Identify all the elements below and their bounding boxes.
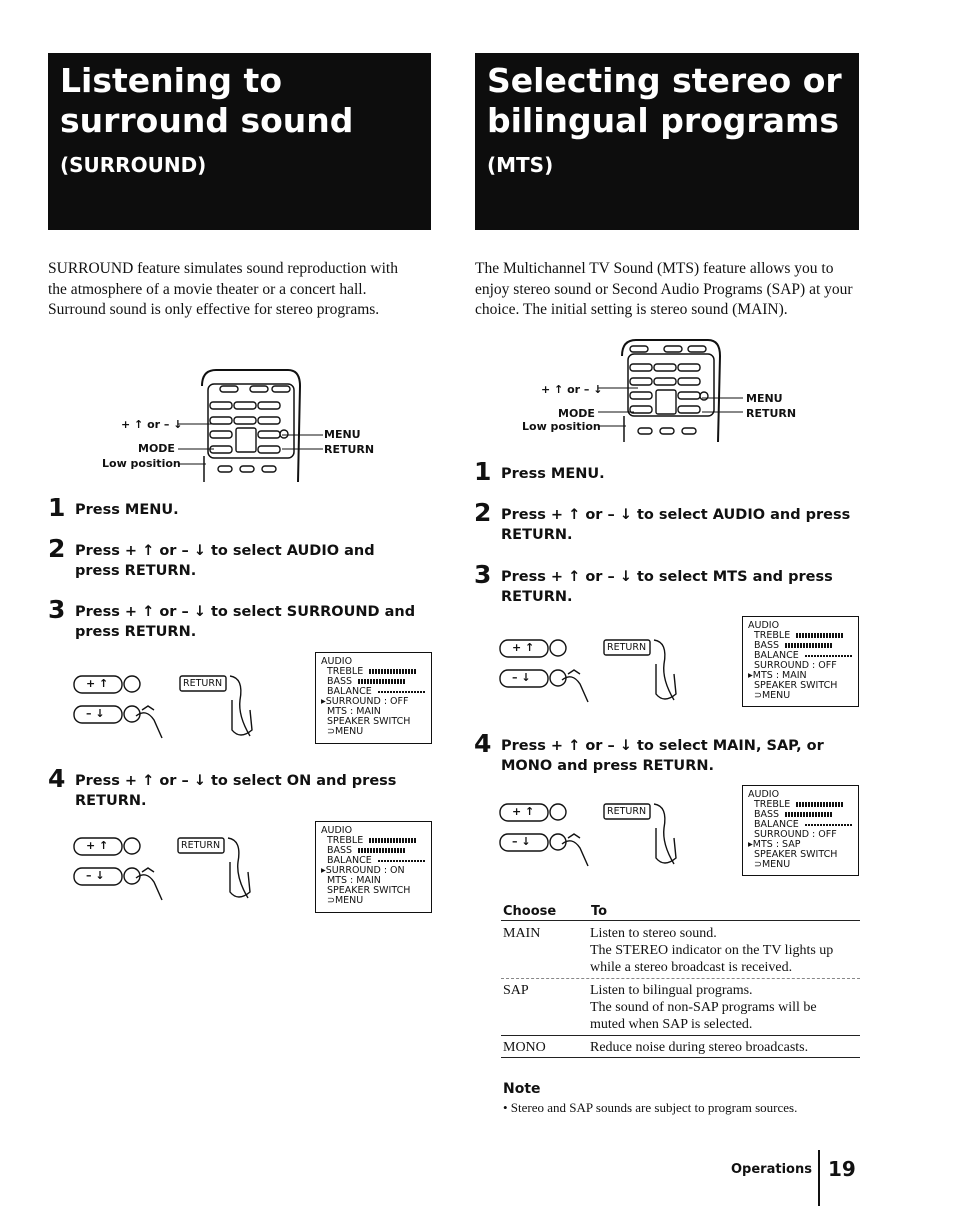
osd-line: MTS : MAIN: [327, 706, 381, 717]
step-number: 4: [474, 729, 492, 758]
return-button-label: RETURN: [183, 678, 223, 689]
table-cell-to: Listen to bilingual programs.: [590, 983, 753, 998]
osd-line: ⊃MENU: [327, 726, 364, 737]
osd-line: TREBLE: [321, 836, 426, 846]
level-bar: [358, 848, 406, 853]
right-osd-mts-main: [742, 616, 859, 707]
table-cell-to: Listen to stereo sound.: [590, 926, 717, 941]
left-intro: SURROUND feature simulates sound reproduction with the atmosphere of a movie theater or a concert hall. Surround sound is only effective for stereo programs.: [48, 260, 398, 318]
note-title: Note: [503, 1081, 541, 1097]
table-rule: [501, 978, 860, 979]
right-title-banner: [475, 53, 859, 230]
osd-line: SPEAKER SWITCH: [327, 716, 411, 727]
table-header-choose: Choose: [503, 904, 557, 919]
left-title-line1: Listening to: [60, 61, 282, 100]
left-title-banner: [48, 53, 431, 230]
osd-line: SPEAKER SWITCH: [754, 680, 838, 691]
level-bar: [369, 669, 417, 674]
minus-button-label: – ↓: [512, 671, 531, 684]
minus-button-label: – ↓: [86, 707, 105, 720]
footer-divider: [818, 1150, 820, 1206]
step-text: Press + ↑ or – ↓ to select AUDIO and press RETURN.: [501, 507, 851, 543]
osd-line: ⊃MENU: [754, 859, 791, 870]
left-subtitle: (SURROUND): [60, 153, 207, 177]
footer-section-label: Operations: [731, 1162, 812, 1177]
return-button-label: RETURN: [607, 642, 647, 653]
right-step-1: [474, 457, 851, 486]
table-cell-choose: MONO: [503, 1040, 546, 1055]
plus-button-label: + ↑: [512, 641, 535, 654]
left-updown-label: + ↑ or – ↓: [121, 418, 183, 431]
right-step4-buttons: [498, 798, 698, 868]
table-cell-choose: SAP: [503, 983, 529, 998]
table-cell-to: The sound of non-SAP programs will be: [590, 1000, 817, 1015]
osd-line: ▸MTS : SAP: [748, 839, 801, 850]
right-return-label: RETURN: [746, 407, 797, 420]
right-remote-leader-lines: [598, 384, 748, 434]
osd-line: TREBLE: [748, 800, 853, 810]
step-number: 3: [474, 560, 492, 589]
level-bar: [805, 655, 853, 657]
minus-button-label: – ↓: [512, 835, 531, 848]
step-text: Press + ↑ or – ↓ to select AUDIO and press RETURN.: [75, 543, 375, 579]
left-mode-label: MODE: [138, 442, 175, 455]
step-number: 1: [48, 493, 66, 522]
osd-line: TREBLE: [748, 631, 853, 641]
left-return-label: RETURN: [324, 443, 375, 456]
plus-button-label: + ↑: [86, 677, 109, 690]
left-step-2: [48, 534, 420, 581]
osd-line: SURROUND : OFF: [754, 829, 837, 840]
note-text: • Stereo and SAP sounds are subject to program sources.: [503, 1100, 798, 1115]
level-bar: [378, 691, 426, 693]
page-number: 19: [828, 1157, 856, 1181]
osd-line: BASS: [321, 677, 426, 687]
osd-line: AUDIO: [321, 656, 353, 667]
osd-line: MTS : MAIN: [327, 875, 381, 886]
left-step-4: [48, 764, 420, 811]
return-button-label: RETURN: [607, 806, 647, 817]
level-bar: [378, 860, 426, 862]
osd-line: BASS: [748, 641, 853, 651]
right-title-line1: Selecting stereo or: [487, 61, 842, 100]
table-cell-to: while a stereo broadcast is received.: [590, 960, 793, 975]
osd-line: AUDIO: [748, 789, 780, 800]
right-title-line2: bilingual programs: [487, 101, 839, 140]
level-bar: [785, 812, 833, 817]
plus-button-label: + ↑: [512, 805, 535, 818]
minus-button-label: – ↓: [86, 869, 105, 882]
left-osd-surround-off: [315, 652, 432, 744]
osd-line: BALANCE: [748, 651, 853, 661]
osd-line: BALANCE: [748, 820, 853, 830]
osd-line: SURROUND : OFF: [754, 660, 837, 671]
step-number: 2: [474, 498, 492, 527]
osd-line: SPEAKER SWITCH: [754, 849, 838, 860]
osd-line: SPEAKER SWITCH: [327, 885, 411, 896]
table-cell-to: Reduce noise during stereo broadcasts.: [590, 1040, 809, 1055]
right-osd-mts-sap: [742, 785, 859, 876]
step-text: Press + ↑ or – ↓ to select MTS and press RETURN.: [501, 569, 833, 605]
left-osd-surround-on: [315, 821, 432, 913]
osd-line: BASS: [748, 810, 853, 820]
table-rule: [501, 1035, 860, 1036]
right-updown-label: + ↑ or – ↓: [541, 383, 603, 396]
level-bar: [796, 802, 844, 807]
level-bar: [358, 679, 406, 684]
osd-line: BALANCE: [321, 856, 426, 866]
left-title-line2: surround sound: [60, 101, 354, 140]
table-rule: [501, 1057, 860, 1058]
step-text: Press + ↑ or – ↓ to select MAIN, SAP, or MONO and press RETURN.: [501, 738, 824, 774]
level-bar: [369, 838, 417, 843]
left-menu-label: MENU: [324, 428, 361, 441]
osd-line: AUDIO: [321, 825, 353, 836]
osd-line: ⊃MENU: [327, 895, 364, 906]
right-step-3: [474, 560, 851, 607]
step-text: Press MENU.: [75, 502, 179, 518]
osd-line: ▸SURROUND : OFF: [321, 696, 409, 707]
left-step-3: [48, 595, 420, 642]
right-subtitle: (MTS): [487, 153, 554, 177]
plus-button-label: + ↑: [86, 839, 109, 852]
step-number: 2: [48, 534, 66, 563]
right-step-2: [474, 498, 851, 545]
osd-line: ▸SURROUND : ON: [321, 865, 405, 876]
level-bar: [785, 643, 833, 648]
left-low-position-label: Low position: [102, 457, 181, 470]
osd-line: BALANCE: [321, 687, 426, 697]
table-header-to: To: [591, 904, 608, 919]
step-text: Press + ↑ or – ↓ to select SURROUND and press RETURN.: [75, 604, 416, 640]
osd-line: TREBLE: [321, 667, 426, 677]
table-cell-to: muted when SAP is selected.: [590, 1017, 753, 1032]
right-intro: The Multichannel TV Sound (MTS) feature allows you to enjoy stereo sound or Second Audio Programs (SAP) at your choice. The initial setting is stereo sound (MAIN).: [475, 260, 853, 318]
osd-line: AUDIO: [748, 620, 780, 631]
right-step3-buttons: [498, 634, 698, 704]
return-button-label: RETURN: [181, 840, 221, 851]
step-number: 3: [48, 595, 66, 624]
osd-line: BASS: [321, 846, 426, 856]
level-bar: [805, 824, 853, 826]
right-step-4: [474, 729, 851, 776]
left-step-1: [48, 493, 420, 522]
left-step3-buttons: [72, 670, 272, 740]
step-number: 4: [48, 764, 66, 793]
step-number: 1: [474, 457, 492, 486]
step-text: Press + ↑ or – ↓ to select ON and press RETURN.: [75, 773, 397, 809]
osd-line: ⊃MENU: [754, 690, 791, 701]
table-cell-to: The STEREO indicator on the TV lights up: [590, 943, 834, 958]
level-bar: [796, 633, 844, 638]
right-mode-label: MODE: [558, 407, 595, 420]
right-menu-label: MENU: [746, 392, 783, 405]
osd-line: ▸MTS : MAIN: [748, 670, 807, 681]
left-remote-leader-lines: [178, 420, 328, 470]
table-rule: [501, 920, 860, 921]
right-low-position-label: Low position: [522, 420, 601, 433]
left-step4-buttons: [72, 832, 272, 902]
step-text: Press MENU.: [501, 466, 605, 482]
table-cell-choose: MAIN: [503, 926, 541, 941]
